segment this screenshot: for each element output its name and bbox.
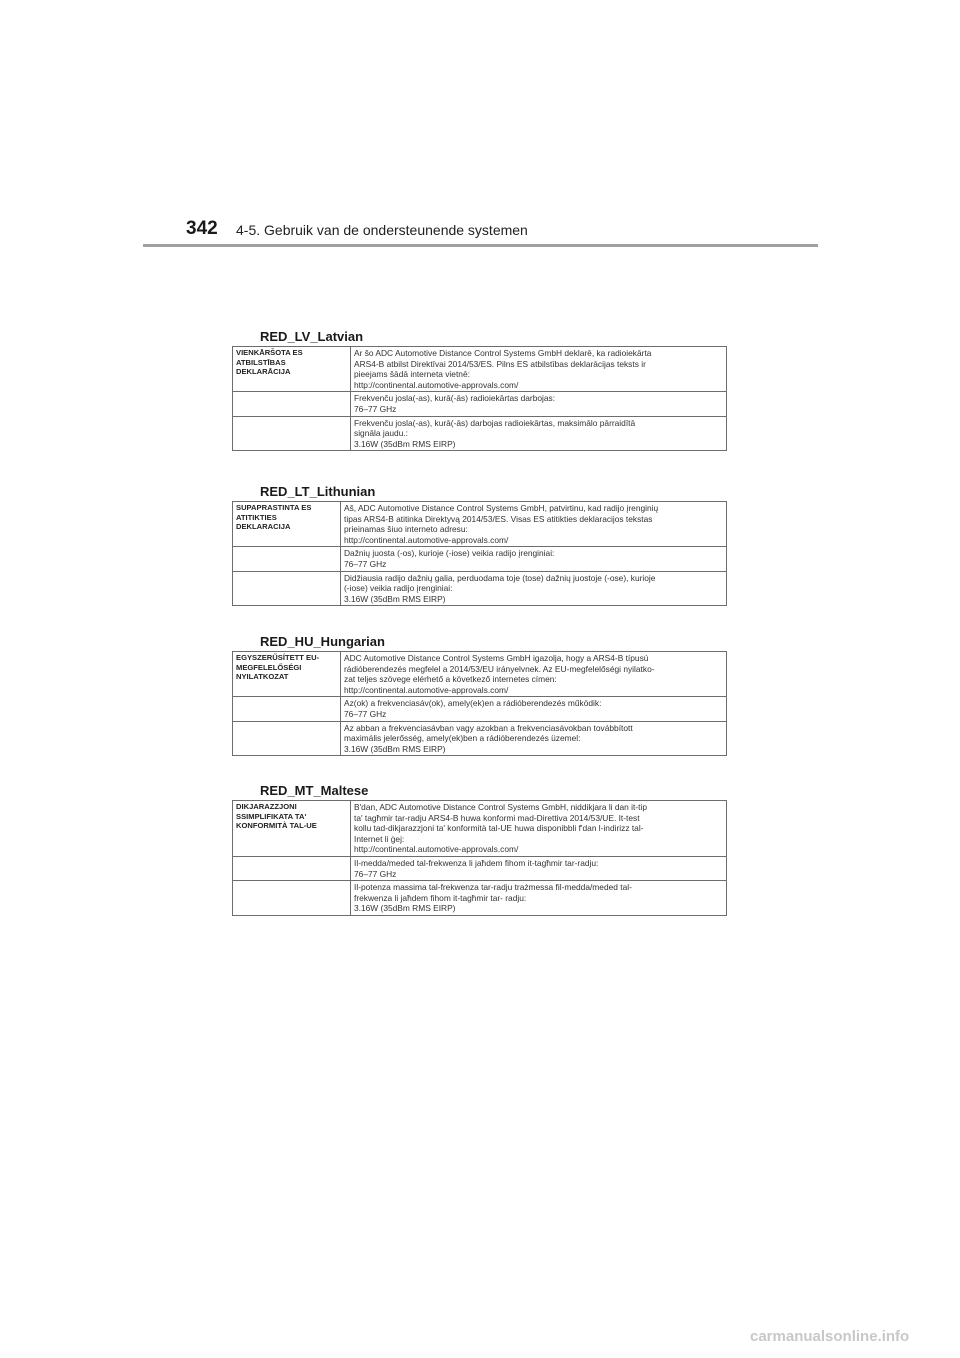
- table-row: [233, 801, 727, 857]
- label-line: SUPAPRASTINTA ES: [236, 503, 312, 512]
- text-line: 3.16W (35dBm RMS EIRP): [344, 743, 446, 754]
- label-line: EGYSZERŰSÍTETT EU-: [236, 653, 320, 662]
- declaration-label-cell: [233, 721, 341, 756]
- table-row: [233, 347, 727, 392]
- declaration-text-cell: [341, 571, 727, 606]
- watermark: carmanualsonline.info: [750, 1328, 910, 1345]
- text-line: Frekvenču josla(-as), kurā(-ās) radioiekārtas darbojas:: [354, 393, 556, 404]
- text-line: http://continental.automotive-approvals.com/: [344, 534, 509, 545]
- label-line: ATITIKTIES: [236, 512, 277, 522]
- text-line: http://continental.automotive-approvals.com/: [354, 844, 519, 855]
- table-row: [233, 416, 727, 451]
- text-line: pieejams šādā interneta vietnē:: [354, 369, 470, 380]
- declaration-label-cell: [233, 697, 341, 721]
- text-line: ARS4-B atbilst Direktīvai 2014/53/ES. Pilns ES atbilstības deklarācijas teksts ir: [354, 358, 646, 369]
- declaration-text-cell: [341, 652, 727, 697]
- text-line: Internet li ġej:: [354, 833, 405, 844]
- section-title: RED_MT_Maltese: [260, 783, 369, 798]
- declaration-section: [232, 328, 732, 451]
- table-row: [233, 721, 727, 756]
- declaration-text-cell: [351, 416, 727, 451]
- label-line: MEGFELELŐSÉGI: [236, 662, 302, 672]
- header-divider: [143, 244, 818, 247]
- text-line: http://continental.automotive-approvals.com/: [354, 379, 519, 390]
- label-line: NYILATKOZAT: [236, 672, 289, 682]
- text-line: ADC Automotive Distance Control Systems GmbH igazolja, hogy a ARS4-B típusú: [344, 653, 649, 663]
- declaration-section: [232, 633, 732, 756]
- text-line: Dažnių juosta (-os), kurioje (-iose) veikia radijo įrenginiai:: [344, 548, 555, 559]
- text-line: kollu tad-dikjarazzjoni ta' konformità tal-UE huwa disponibbli f'dan l-indirizz tal-: [354, 823, 644, 834]
- table-row: [233, 856, 727, 880]
- declaration-table: [232, 800, 727, 916]
- declaration-label-cell: [233, 571, 341, 606]
- declaration-section: [232, 483, 732, 606]
- text-line: B'dan, ADC Automotive Distance Control Systems GmbH, niddikjara li dan it-tip: [354, 802, 647, 812]
- text-line: Frekvenču josla(-as), kurā(-ās) darbojas radioiekārtas, maksimālo pārraidītā: [354, 417, 636, 428]
- table-row: [233, 697, 727, 721]
- declaration-label-cell: [233, 801, 351, 857]
- text-line: (-iose) veikia radijo įrenginiai:: [344, 583, 453, 594]
- text-line: Ar šo ADC Automotive Distance Control Systems GmbH deklarē, ka radioiekārta: [354, 348, 652, 358]
- declaration-text-cell: [341, 502, 727, 547]
- section-title: RED_LT_Lithunian: [260, 484, 376, 499]
- text-line: signāla jaudu.:: [354, 428, 409, 439]
- declaration-label-cell: [233, 392, 351, 416]
- table-row: [233, 502, 727, 547]
- declaration-label-cell: [233, 416, 351, 451]
- label-line: SSIMPLIFIKATA TA': [236, 811, 307, 821]
- chapter-title: 4-5. Gebruik van de ondersteunende systemen: [236, 222, 528, 238]
- declaration-text-cell: [341, 721, 727, 756]
- table-row: [233, 652, 727, 697]
- text-line: prieinamas šiuo interneto adresu:: [344, 524, 468, 535]
- table-row: [233, 571, 727, 606]
- text-line: ta' tagħmir tar-radju ARS4-B huwa konformi mad-Direttiva 2014/53/UE. It-test: [354, 812, 640, 823]
- declaration-text-cell: [351, 881, 727, 916]
- label-line: DIKJARAZZJONI: [236, 802, 297, 811]
- declaration-text-cell: [351, 347, 727, 392]
- text-line: http://continental.automotive-approvals.com/: [344, 684, 509, 695]
- text-line: frekwenza li jaħdem fihom it-tagħmir tar- radju:: [354, 892, 527, 903]
- table-row: [233, 392, 727, 416]
- declaration-text-cell: [351, 392, 727, 416]
- page-number: 342: [186, 218, 218, 239]
- declaration-label-cell: [233, 347, 351, 392]
- declaration-text-cell: [351, 801, 727, 857]
- text-line: 76–77 GHz: [354, 868, 397, 879]
- text-line: Az(ok) a frekvenciasáv(ok), amely(ek)en a rádióberendezés működik:: [344, 698, 602, 709]
- declaration-table: [232, 651, 727, 756]
- label-line: VIENKĀRŠOTA ES: [236, 348, 303, 357]
- declaration-text-cell: [341, 547, 727, 571]
- declaration-table: [232, 501, 727, 606]
- text-line: Il-medda/meded tal-frekwenza li jaħdem fihom it-tagħmir tar-radju:: [354, 857, 599, 868]
- declaration-label-cell: [233, 881, 351, 916]
- text-line: rádióberendezés megfelel a 2014/53/EU irányelvnek. Az EU-megfelelőségi nyilatko-: [344, 663, 655, 674]
- text-line: 3.16W (35dBm RMS EIRP): [354, 903, 456, 914]
- text-line: Didžiausia radijo dažnių galia, perduodama toje (tose) dažnių juostoje (-ose), kurioje: [344, 572, 656, 583]
- declaration-label-cell: [233, 547, 341, 571]
- declaration-text-cell: [341, 697, 727, 721]
- declaration-table: [232, 346, 727, 451]
- text-line: 76–77 GHz: [344, 708, 387, 719]
- text-line: zat teljes szövege elérhető a következő internetes címen:: [344, 674, 557, 685]
- text-line: 76–77 GHz: [344, 558, 387, 569]
- declaration-text-cell: [351, 856, 727, 880]
- label-line: KONFORMITÀ TAL-UE: [236, 821, 317, 831]
- table-row: [233, 547, 727, 571]
- text-line: 76–77 GHz: [354, 403, 397, 414]
- section-title: RED_LV_Latvian: [260, 329, 364, 344]
- text-line: Aš, ADC Automotive Distance Control Systems GmbH, patvirtinu, kad radijo įrenginių: [344, 503, 659, 513]
- text-line: maximális jelerősség, amely(ek)ben a rádióberendezés üzemel:: [344, 733, 581, 744]
- text-line: tipas ARS4-B atitinka Direktyvą 2014/53/ES. Visas ES atitikties deklaracijos tekstas: [344, 513, 653, 524]
- declaration-label-cell: [233, 856, 351, 880]
- text-line: 3.16W (35dBm RMS EIRP): [344, 593, 446, 604]
- label-line: DEKLARĀCIJA: [236, 367, 291, 377]
- declaration-label-cell: [233, 652, 341, 697]
- declaration-section: [232, 782, 732, 916]
- declaration-label-cell: [233, 502, 341, 547]
- label-line: DEKLARACIJA: [236, 522, 291, 532]
- label-line: ATBILSTĪBAS: [236, 357, 286, 367]
- table-row: [233, 881, 727, 916]
- section-title: RED_HU_Hungarian: [260, 634, 385, 649]
- text-line: Az abban a frekvenciasávban vagy azokban a frekvenciasávokban továbbított: [344, 722, 633, 733]
- text-line: 3.16W (35dBm RMS EIRP): [354, 438, 456, 449]
- text-line: Il-potenza massima tal-frekwenza tar-radju trażmessa fil-medda/meded tal-: [354, 882, 632, 893]
